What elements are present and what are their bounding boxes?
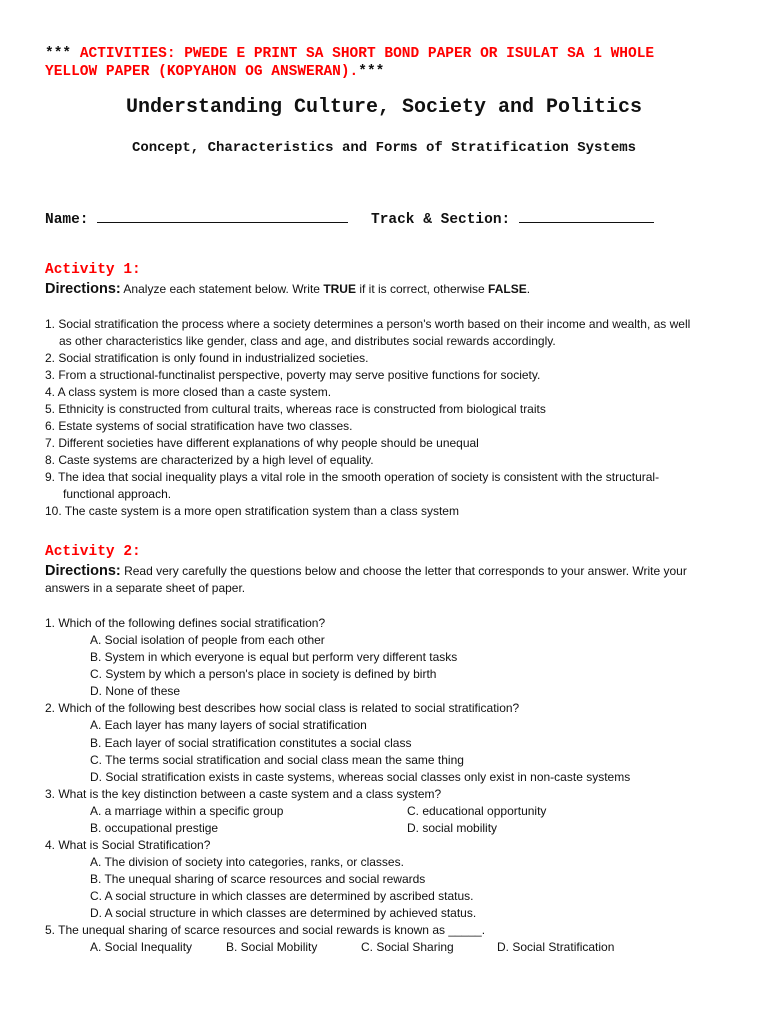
question-2-choice-c: C. The terms social stratification and social class mean the same thing	[90, 753, 464, 767]
question-1-choice-c: C. System by which a person's place in society is defined by birth	[90, 667, 437, 681]
activity1-item: as other characteristics like gender, class and age, and distributes social rewards accordingly.	[59, 334, 556, 348]
name-field[interactable]	[45, 209, 348, 228]
question-4-choice-c: C. A social structure in which classes are determined by ascribed status.	[90, 889, 474, 903]
activity2-heading: Activity 2:	[45, 544, 141, 560]
question-4-choice-a: A. The division of society into categories, ranks, or classes.	[90, 855, 404, 869]
notice-prefix: ***	[45, 46, 80, 62]
activity1-item: 3. From a structional-functinalist perspective, poverty may serve positive functions for society.	[45, 368, 541, 382]
question-5-choice-b: B. Social Mobility	[226, 940, 318, 954]
activity2-directions-line2: answers in a separate sheet of paper.	[45, 581, 246, 595]
track-section-label: Track & Section:	[371, 212, 511, 228]
activity1-item: functional approach.	[63, 487, 172, 501]
activity1-item: 6. Estate systems of social stratification have two classes.	[45, 419, 353, 433]
question-1-choice-a: A. Social isolation of people from each other	[90, 633, 325, 647]
question-1-choice-d: D. None of these	[90, 684, 181, 698]
question-5-choice-c: C. Social Sharing	[361, 940, 454, 954]
activity1-item: 2. Social stratification is only found in industrialized societies.	[45, 351, 369, 365]
name-label: Name:	[45, 212, 89, 228]
notice-text-line2: YELLOW PAPER (KOPYAHON OG ANSWERAN).	[45, 64, 359, 80]
activity2-directions	[45, 563, 687, 579]
activity1-directions-pre: Analyze each statement below. Write	[120, 282, 324, 296]
activity1-item: 4. A class system is more closed than a caste system.	[45, 385, 332, 399]
notice-suffix: ***	[358, 64, 385, 80]
activity1-heading: Activity 1:	[45, 262, 141, 278]
activity1-item: 1. Social stratification the process where a society determines a person's worth based on their income and wealth, as well	[45, 317, 691, 331]
false-word: FALSE	[488, 282, 527, 296]
question-2-choice-d: D. Social stratification exists in caste systems, whereas social classes only exist in non-caste systems	[90, 770, 631, 784]
question-4-choice-b: B. The unequal sharing of scarce resources and social rewards	[90, 872, 426, 886]
activity1-directions-mid: if it is correct, otherwise	[355, 282, 489, 296]
question-4: 4. What is Social Stratification?	[45, 838, 211, 852]
track-section-blank[interactable]	[519, 209, 654, 223]
activity2-directions-label: Directions:	[45, 563, 121, 579]
activity1-item: 9. The idea that social inequality plays a vital role in the smooth operation of society is consistent with the structural-	[45, 470, 660, 484]
question-5-choice-a: A. Social Inequality	[90, 940, 193, 954]
page-subtitle: Concept, Characteristics and Forms of Stratification Systems	[131, 140, 637, 156]
question-1: 1. Which of the following defines social stratification?	[45, 616, 326, 630]
question-5: 5. The unequal sharing of scarce resources and social rewards is known as _____.	[45, 923, 486, 937]
activity2-directions-line1: Read very carefully the questions below and choose the letter that corresponds to your answer. Write your	[120, 564, 687, 578]
activity1-item: 7. Different societies have different explanations of why people should be unequal	[45, 436, 479, 450]
question-5-choice-d: D. Social Stratification	[497, 940, 615, 954]
question-4-choice-d: D. A social structure in which classes are determined by achieved status.	[90, 906, 477, 920]
question-3: 3. What is the key distinction between a caste system and a class system?	[45, 787, 442, 801]
question-3-choice-b: B. occupational prestige	[90, 821, 219, 835]
true-word: TRUE	[323, 282, 356, 296]
question-2: 2. Which of the following best describes how social class is related to social stratification?	[45, 701, 520, 715]
activity1-directions	[45, 281, 530, 297]
activity1-item: 5. Ethnicity is constructed from cultural traits, whereas race is constructed from biological traits	[45, 402, 546, 416]
question-1-choice-b: B. System in which everyone is equal but perform very different tasks	[90, 650, 458, 664]
track-section-field[interactable]	[371, 209, 654, 228]
page-title: Understanding Culture, Society and Politics	[125, 96, 643, 119]
question-3-choice-c: C. educational opportunity	[407, 804, 547, 818]
activity1-directions-post: .	[526, 282, 531, 296]
activity1-directions-label: Directions:	[45, 281, 121, 297]
activity1-item: 8. Caste systems are characterized by a high level of equality.	[45, 453, 374, 467]
activity1-item: 10. The caste system is a more open stratification system than a class system	[45, 504, 459, 518]
question-3-choice-a: A. a marriage within a specific group	[90, 804, 284, 818]
question-3-choice-d: D. social mobility	[407, 821, 498, 835]
name-blank[interactable]	[97, 209, 348, 223]
question-2-choice-b: B. Each layer of social stratification constitutes a social class	[90, 736, 412, 750]
notice-text-line1: ACTIVITIES: PWEDE E PRINT SA SHORT BOND PAPER OR ISULAT SA 1 WHOLE	[79, 46, 655, 62]
print-notice	[45, 45, 654, 81]
question-2-choice-a: A. Each layer has many layers of social stratification	[90, 718, 367, 732]
